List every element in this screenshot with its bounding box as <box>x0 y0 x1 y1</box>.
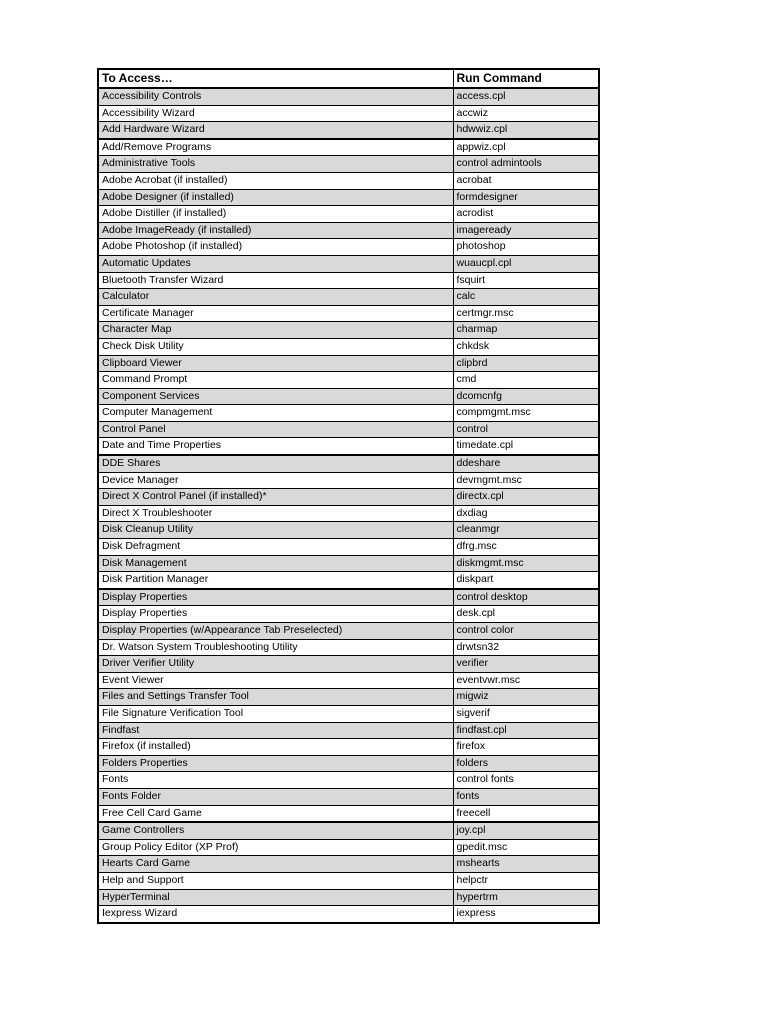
table-row <box>98 539 599 556</box>
cell-run-command: diskmgmt.msc <box>453 555 599 572</box>
cell-to-access: Automatic Updates <box>98 255 453 272</box>
cell-run-command: calc <box>453 289 599 306</box>
cell-to-access: Calculator <box>98 289 453 306</box>
cell-run-command: formdesigner <box>453 189 599 206</box>
cell-run-command: imageready <box>453 222 599 239</box>
table-row <box>98 606 599 623</box>
table-row <box>98 906 599 923</box>
cell-to-access: Command Prompt <box>98 372 453 389</box>
cell-to-access: Dr. Watson System Troubleshooting Utility <box>98 639 453 656</box>
table-row <box>98 839 599 856</box>
cell-run-command: ddeshare <box>453 455 599 472</box>
table-row <box>98 338 599 355</box>
cell-run-command: drwtsn32 <box>453 639 599 656</box>
cell-to-access: Control Panel <box>98 421 453 438</box>
table-row <box>98 438 599 455</box>
table-row <box>98 856 599 873</box>
table-row <box>98 722 599 739</box>
table-row <box>98 305 599 322</box>
cell-run-command: control desktop <box>453 589 599 606</box>
cell-to-access: Adobe ImageReady (if installed) <box>98 222 453 239</box>
cell-to-access: Adobe Acrobat (if installed) <box>98 172 453 189</box>
cell-run-command: hypertrm <box>453 889 599 906</box>
cell-run-command: appwiz.cpl <box>453 139 599 156</box>
table-row <box>98 206 599 223</box>
table-row <box>98 872 599 889</box>
table-row <box>98 139 599 156</box>
cell-run-command: iexpress <box>453 906 599 923</box>
cell-to-access: Fonts Folder <box>98 788 453 805</box>
cell-to-access: Free Cell Card Game <box>98 805 453 822</box>
cell-run-command: verifier <box>453 656 599 673</box>
table-row <box>98 555 599 572</box>
cell-run-command: diskpart <box>453 572 599 589</box>
table-row <box>98 372 599 389</box>
table-row <box>98 639 599 656</box>
cell-run-command: devmgmt.msc <box>453 472 599 489</box>
cell-run-command: mshearts <box>453 856 599 873</box>
cell-run-command: firefox <box>453 739 599 756</box>
cell-run-command: control fonts <box>453 772 599 789</box>
cell-run-command: migwiz <box>453 689 599 706</box>
cell-run-command: acrodist <box>453 206 599 223</box>
cell-to-access: Disk Management <box>98 555 453 572</box>
cell-run-command: folders <box>453 755 599 772</box>
table-row <box>98 222 599 239</box>
table-row <box>98 772 599 789</box>
cell-run-command: clipbrd <box>453 355 599 372</box>
cell-to-access: Game Controllers <box>98 822 453 839</box>
table-row <box>98 822 599 839</box>
cell-run-command: certmgr.msc <box>453 305 599 322</box>
cell-to-access: HyperTerminal <box>98 889 453 906</box>
cell-to-access: Disk Cleanup Utility <box>98 522 453 539</box>
table-body <box>98 88 599 923</box>
cell-to-access: Accessibility Wizard <box>98 105 453 122</box>
cell-run-command: hdwwiz.cpl <box>453 122 599 139</box>
cell-to-access: Files and Settings Transfer Tool <box>98 689 453 706</box>
table-row <box>98 623 599 640</box>
cell-to-access: Folders Properties <box>98 755 453 772</box>
table-row <box>98 472 599 489</box>
cell-to-access: Adobe Photoshop (if installed) <box>98 239 453 256</box>
table-row <box>98 455 599 472</box>
cell-run-command: directx.cpl <box>453 489 599 506</box>
table-row <box>98 105 599 122</box>
cell-to-access: Event Viewer <box>98 672 453 689</box>
cell-to-access: Findfast <box>98 722 453 739</box>
cell-to-access: File Signature Verification Tool <box>98 705 453 722</box>
cell-to-access: Administrative Tools <box>98 156 453 173</box>
cell-run-command: eventvwr.msc <box>453 672 599 689</box>
table-row <box>98 805 599 822</box>
cell-to-access: Disk Defragment <box>98 539 453 556</box>
cell-to-access: Device Manager <box>98 472 453 489</box>
cell-run-command: control <box>453 421 599 438</box>
cell-to-access: Bluetooth Transfer Wizard <box>98 272 453 289</box>
cell-run-command: dcomcnfg <box>453 388 599 405</box>
cell-run-command: helpctr <box>453 872 599 889</box>
cell-to-access: Disk Partition Manager <box>98 572 453 589</box>
header-run-command: Run Command <box>453 69 599 88</box>
cell-run-command: dxdiag <box>453 505 599 522</box>
table-row <box>98 122 599 139</box>
cell-run-command: photoshop <box>453 239 599 256</box>
table-row <box>98 156 599 173</box>
cell-to-access: Adobe Designer (if installed) <box>98 189 453 206</box>
cell-run-command: acrobat <box>453 172 599 189</box>
table-row <box>98 755 599 772</box>
cell-to-access: Clipboard Viewer <box>98 355 453 372</box>
table-row <box>98 172 599 189</box>
cell-to-access: Direct X Troubleshooter <box>98 505 453 522</box>
cell-run-command: fsquirt <box>453 272 599 289</box>
cell-to-access: Direct X Control Panel (if installed)* <box>98 489 453 506</box>
run-command-table <box>97 68 600 924</box>
table-row <box>98 405 599 422</box>
header-to-access: To Access… <box>98 69 453 88</box>
cell-to-access: Accessibility Controls <box>98 88 453 105</box>
cell-run-command: findfast.cpl <box>453 722 599 739</box>
cell-to-access: Hearts Card Game <box>98 856 453 873</box>
cell-to-access: Character Map <box>98 322 453 339</box>
table-row <box>98 421 599 438</box>
cell-to-access: Group Policy Editor (XP Prof) <box>98 839 453 856</box>
cell-run-command: joy.cpl <box>453 822 599 839</box>
table-row <box>98 689 599 706</box>
table-row <box>98 739 599 756</box>
table-row <box>98 572 599 589</box>
table-row <box>98 589 599 606</box>
cell-run-command: accwiz <box>453 105 599 122</box>
table-row <box>98 289 599 306</box>
table-row <box>98 505 599 522</box>
cell-to-access: Certificate Manager <box>98 305 453 322</box>
cell-to-access: Display Properties <box>98 606 453 623</box>
table-row <box>98 656 599 673</box>
cell-run-command: fonts <box>453 788 599 805</box>
cell-to-access: Help and Support <box>98 872 453 889</box>
table-row <box>98 388 599 405</box>
cell-to-access: Iexpress Wizard <box>98 906 453 923</box>
table-row <box>98 272 599 289</box>
cell-run-command: cleanmgr <box>453 522 599 539</box>
table-row <box>98 522 599 539</box>
cell-to-access: Display Properties (w/Appearance Tab Preselected) <box>98 623 453 640</box>
table-row <box>98 705 599 722</box>
cell-to-access: Date and Time Properties <box>98 438 453 455</box>
table-row <box>98 355 599 372</box>
cell-to-access: Add Hardware Wizard <box>98 122 453 139</box>
cell-run-command: compmgmt.msc <box>453 405 599 422</box>
cell-run-command: desk.cpl <box>453 606 599 623</box>
cell-run-command: control admintools <box>453 156 599 173</box>
table-row <box>98 788 599 805</box>
table-row <box>98 489 599 506</box>
table-row <box>98 672 599 689</box>
cell-run-command: gpedit.msc <box>453 839 599 856</box>
cell-run-command: cmd <box>453 372 599 389</box>
cell-to-access: Adobe Distiller (if installed) <box>98 206 453 223</box>
cell-to-access: Component Services <box>98 388 453 405</box>
cell-to-access: Computer Management <box>98 405 453 422</box>
cell-run-command: access.cpl <box>453 88 599 105</box>
cell-run-command: chkdsk <box>453 338 599 355</box>
cell-run-command: dfrg.msc <box>453 539 599 556</box>
table-row <box>98 322 599 339</box>
table-row <box>98 239 599 256</box>
cell-to-access: Firefox (if installed) <box>98 739 453 756</box>
table-row <box>98 189 599 206</box>
table-row <box>98 889 599 906</box>
cell-run-command: freecell <box>453 805 599 822</box>
table-header-row <box>98 69 599 88</box>
table-row <box>98 255 599 272</box>
cell-to-access: Check Disk Utility <box>98 338 453 355</box>
cell-run-command: wuaucpl.cpl <box>453 255 599 272</box>
cell-run-command: timedate.cpl <box>453 438 599 455</box>
cell-run-command: control color <box>453 623 599 640</box>
cell-to-access: Fonts <box>98 772 453 789</box>
cell-to-access: Add/Remove Programs <box>98 139 453 156</box>
cell-to-access: DDE Shares <box>98 455 453 472</box>
table-row <box>98 88 599 105</box>
cell-run-command: charmap <box>453 322 599 339</box>
cell-run-command: sigverif <box>453 705 599 722</box>
cell-to-access: Display Properties <box>98 589 453 606</box>
cell-to-access: Driver Verifier Utility <box>98 656 453 673</box>
